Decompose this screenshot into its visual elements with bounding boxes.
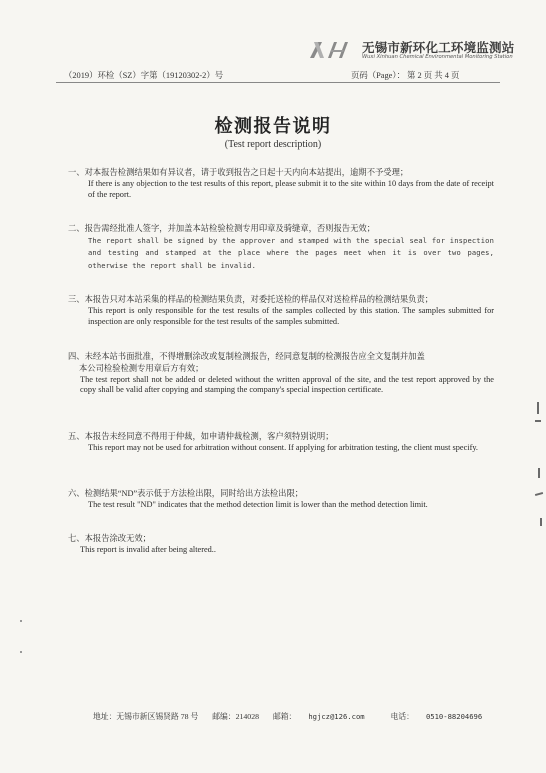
notice-item-3-zh: 三、本报告只对本站采集的样品的检测结果负责，对委托送检的样品仅对送检样品的检测结果负责； <box>68 295 434 304</box>
notice-item-1-zh: 一、对本报告检测结果如有异议者，请于收到报告之日起十天内向本站提出，逾期不予受理； <box>68 168 409 177</box>
logo-english-name: Wuxi Xinhuan Chemical Environmental Monitoring Station <box>362 54 513 60</box>
notice-item-4-en: The test report shall not be added or deleted without the written approval of the site, and the test report approved by the copy shall be valid after copying and stamping the company's special inspection certificate. <box>80 374 494 394</box>
notice-item-7-zh: 七、本报告涂改无效； <box>68 534 151 543</box>
notice-item-5-zh: 五、本报告未经同意不得用于仲裁，如申请仲裁检测，客户须特别说明； <box>68 432 334 441</box>
notice-item-5-en: This report may not be used for arbitration without consent. If applying for arbitration testing, the client must specify. <box>88 443 479 452</box>
notice-item-2 <box>68 223 494 272</box>
seal-edge-mark <box>535 492 543 496</box>
page-indicator: 页码（Page）： 第 2 页 共 4 页 <box>351 71 460 80</box>
footer-phone: 0510-88204696 <box>425 712 483 721</box>
footer-phone-label: 电话： <box>390 712 414 721</box>
notice-item-2-zh: 二、报告需经批准人签字，并加盖本站检验检测专用印章及骑缝章，否则报告无效； <box>68 224 375 233</box>
footer-email-label: 邮箱： <box>272 712 297 721</box>
footer-address: 地址：无锡市新区锡贤路 78 号 <box>93 712 199 721</box>
seal-edge-mark <box>540 518 542 526</box>
xh-logo-icon <box>308 38 352 62</box>
logo-chinese-name: 无锡市新环化工环境监测站 <box>362 40 515 55</box>
notice-item-3-en: This report is only responsible for the test results of the samples collected by this station. The samples submitted for inspection are only responsible for the test results of the samples submitted. <box>88 306 494 326</box>
page-title: 检测报告说明 <box>214 116 332 136</box>
header-divider <box>56 82 500 83</box>
notice-item-1-en: If there is any objection to the test results of this report, please submit it to the site within 10 days from the date of receipt of the report. <box>88 179 494 199</box>
notice-item-7-en: This report is invalid after being altered.. <box>80 545 216 554</box>
notice-item-4-zh-cont: 本公司检验检测专用章后方有效； <box>79 364 204 373</box>
notice-item-7 <box>68 533 494 556</box>
footer-contact <box>93 711 506 722</box>
notice-item-4-zh: 四、未经本站书面批准，不得增删涂改或复制检测报告，经同意复制的检测报告应全文复制并加盖 <box>68 352 425 361</box>
footer-email: hgjcz@126.com <box>308 712 365 721</box>
notice-item-6-zh: 六、检测结果“ND”表示低于方法检出限，同时给出方法检出限； <box>68 489 304 498</box>
report-number: （2019）环检（SZ）字第（19120302-2）号 <box>64 71 224 80</box>
footer-postcode: 邮编：214028 <box>212 712 259 721</box>
seal-edge-mark <box>537 402 539 414</box>
scan-dot <box>20 651 22 653</box>
seal-edge-mark <box>538 468 540 478</box>
notice-item-6 <box>68 488 494 511</box>
notice-item-1 <box>68 167 494 200</box>
notice-item-3 <box>68 294 494 327</box>
station-logo <box>308 38 538 64</box>
notice-item-4 <box>68 351 494 396</box>
notice-item-5 <box>68 431 494 454</box>
page-subtitle: (Test report description) <box>224 139 322 150</box>
seal-edge-mark <box>535 420 541 422</box>
notice-item-6-en: The test result "ND" indicates that the method detection limit is lower than the method detection limit. <box>88 500 428 509</box>
notice-item-2-en: The report shall be signed by the approver and stamped with the special seal for inspection and testing and stamped at the place where the pages meet when it is over two pages, otherwise the report shall be invalid. <box>88 236 494 270</box>
scan-dot <box>20 620 22 622</box>
